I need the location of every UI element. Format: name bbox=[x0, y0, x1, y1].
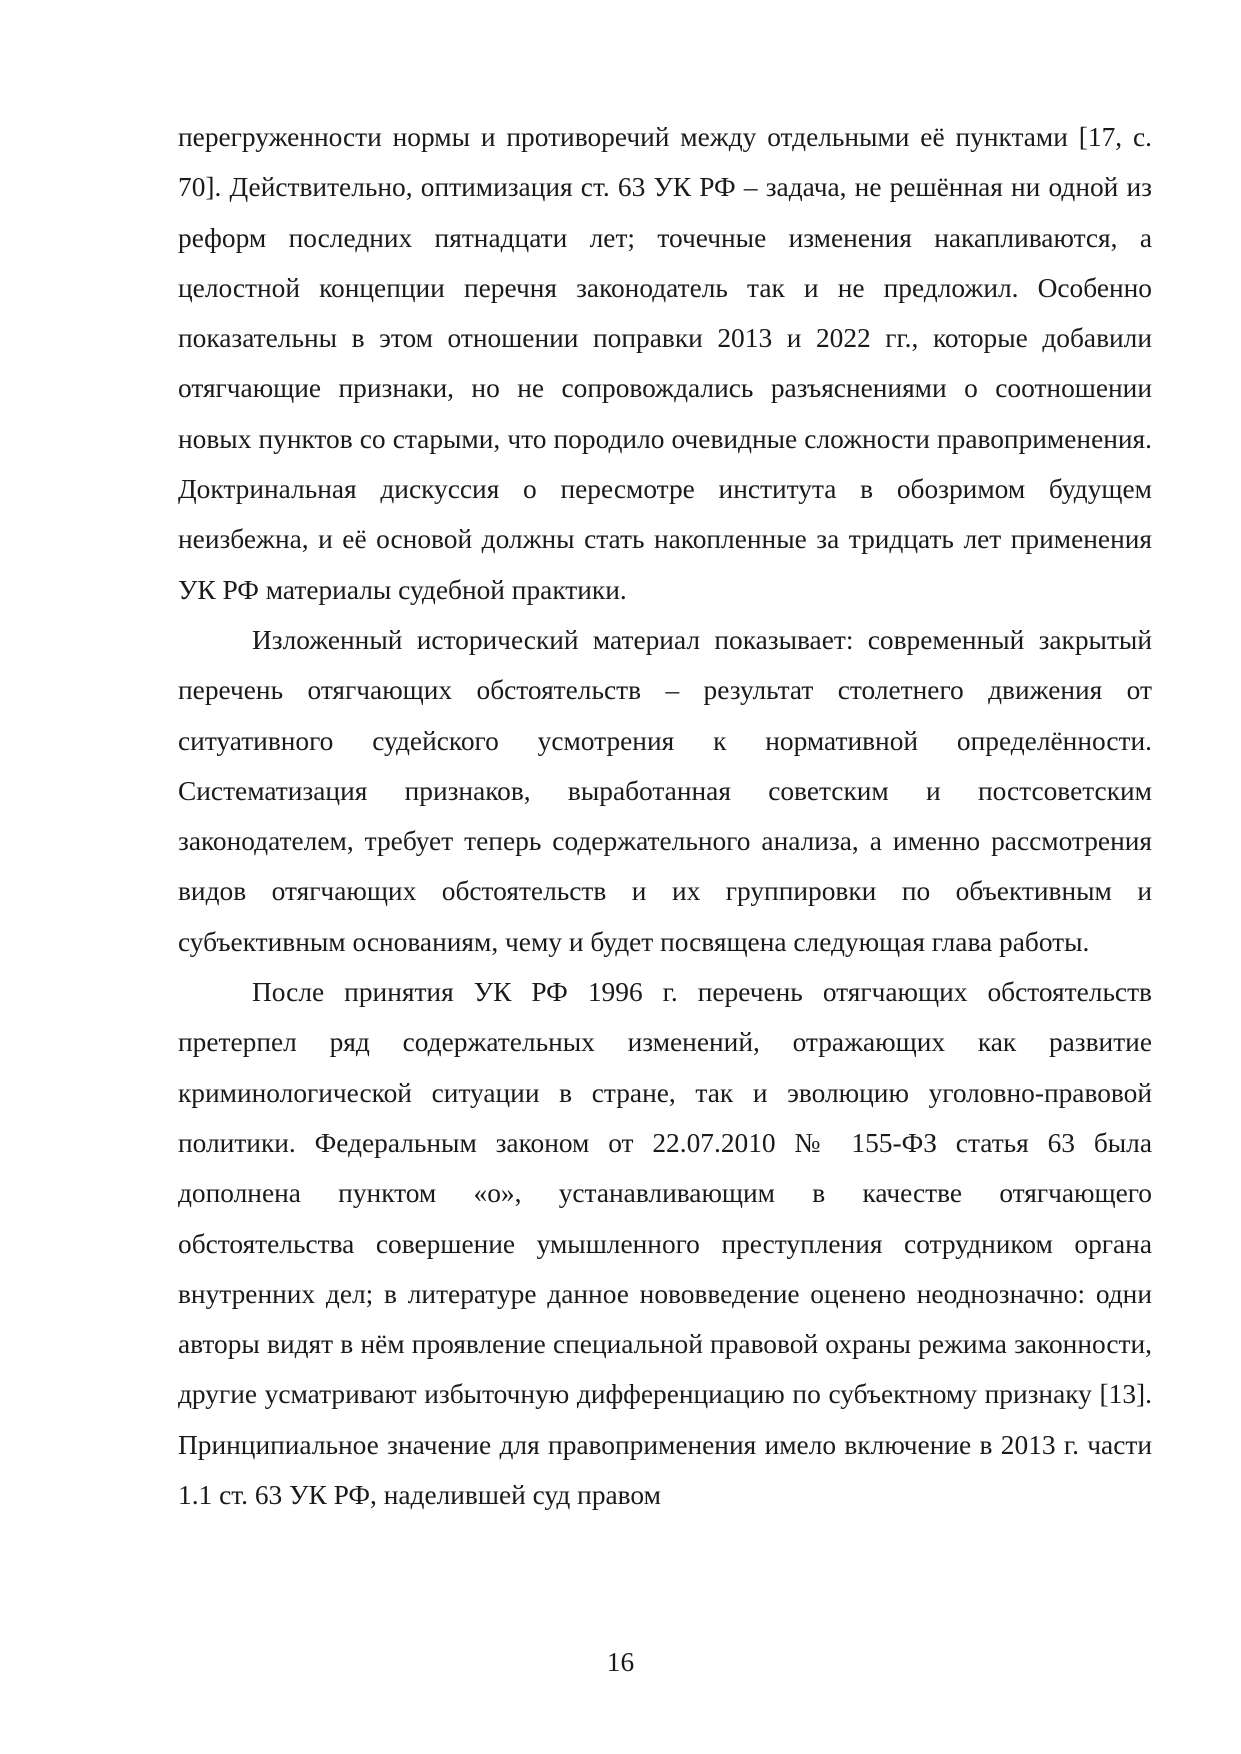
paragraph-1: перегруженности нормы и противоречий между отдельными её пунктами [17, с. 70]. Действительно, оптимизация ст. 63 УК РФ – задача, не решённая ни одной из реформ последних пятнадцати лет; точечные изменения накапливаются, а целостной концепции перечня законодатель так и не предложил. Особенно показательны в этом отношении поправки 2013 и 2022 гг., которые добавили отягчающие признаки, но не сопровождались разъяснениями о соотношении новых пунктов со старыми, что породило очевидные сложности правоприменения. Доктринальная дискуссия о пересмотре института в обозримом будущем неизбежна, и её основой должны стать накопленные за тридцать лет применения УК РФ материалы судебной практики. bbox=[178, 122, 1152, 605]
paragraph-3: После принятия УК РФ 1996 г. перечень отягчающих обстоятельств претерпел ряд содержательных изменений, отражающих как развитие криминологической ситуации в стране, так и эволюцию уголовно-правовой политики. Федеральным законом от 22.07.2010 № 155-ФЗ статья 63 была дополнена пунктом «о», устанавливающим в качестве отягчающего обстоятельства совершение умышленного преступления сотрудником органа внутренних дел; в литературе данное нововведение оценено неоднозначно: одни авторы видят в нём проявление специальной правовой охраны режима законности, другие усматривают избыточную дифференциацию по субъектному признаку [13]. Принципиальное значение для правоприменения имело включение в 2013 г. части 1.1 ст. 63 УК РФ, наделившей суд правом bbox=[178, 977, 1152, 1511]
body-text bbox=[178, 112, 1152, 1520]
page-number: 16 bbox=[606, 1647, 635, 1677]
paragraph-2: Изложенный исторический материал показывает: современный закрытый перечень отягчающих обстоятельств – результат столетнего движения от ситуативного судейского усмотрения к нормативной определённости. Систематизация признаков, выработанная советским и постсоветским законодателем, требует теперь содержательного анализа, а именно рассмотрения видов отягчающих обстоятельств и их группировки по объективным и субъективным основаниям, чему и будет посвящена следующая глава работы. bbox=[178, 624, 1152, 957]
